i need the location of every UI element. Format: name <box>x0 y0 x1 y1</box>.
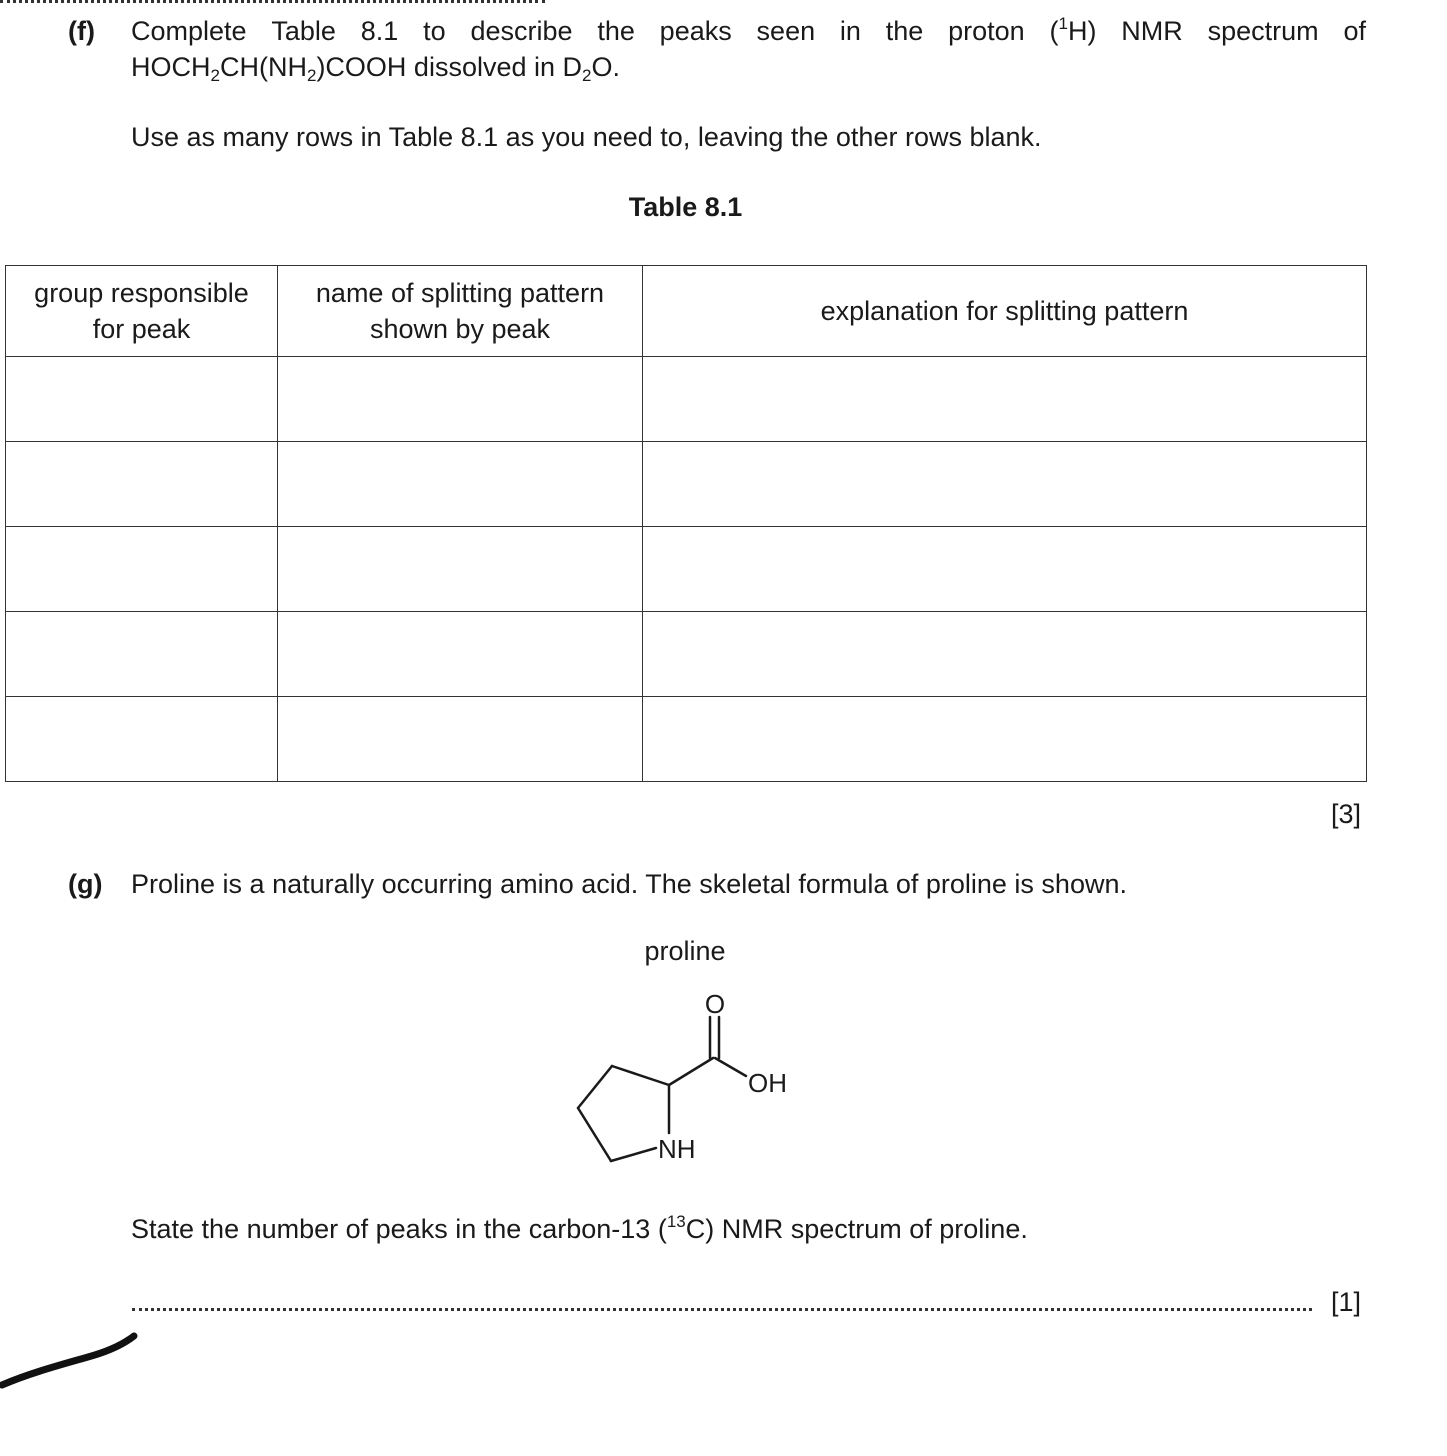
ring-bond <box>611 1148 656 1161</box>
ring-bond <box>578 1066 612 1108</box>
word: NMR <box>1121 16 1183 46</box>
answer-cell[interactable] <box>643 442 1367 527</box>
word: Table <box>271 16 336 46</box>
nh-label: NH <box>658 1134 696 1164</box>
answer-cell[interactable] <box>278 612 643 697</box>
part-g-label: (g) <box>68 869 103 899</box>
structure-title: proline <box>644 936 726 966</box>
proton-nucleus: ($^1$H) <box>1049 14 1097 46</box>
answer-cell[interactable] <box>643 527 1367 612</box>
word: describe <box>470 16 573 46</box>
word: seen <box>756 16 816 46</box>
table-row <box>6 442 1367 527</box>
hydroxyl-label: OH <box>748 1068 787 1098</box>
c-oh-bond <box>715 1058 746 1076</box>
word: in <box>839 16 861 46</box>
header-group-responsible: group responsible for peak <box>6 266 278 357</box>
ring-bond <box>578 1108 611 1161</box>
oxygen-label: O <box>704 989 726 1019</box>
table-row <box>6 527 1367 612</box>
answer-cell[interactable] <box>643 612 1367 697</box>
table-row <box>6 612 1367 697</box>
word: proton <box>948 16 1025 46</box>
part-g-question: State the number of peaks in the carbon-13 ($^{13}$C) NMR spectrum of proline. <box>131 1212 1028 1244</box>
c-c-bond <box>669 1058 713 1085</box>
top-page-edge-dots <box>0 0 545 6</box>
ring-bond <box>612 1066 669 1085</box>
answer-cell[interactable] <box>6 442 278 527</box>
word: Complete <box>131 16 247 46</box>
word: the <box>885 16 924 46</box>
answer-cell[interactable] <box>643 697 1367 782</box>
table-caption: Table 8.1 <box>628 192 743 222</box>
table-header-row <box>6 266 1367 357</box>
table-row <box>6 357 1367 442</box>
part-f-marks: [3] <box>1331 799 1362 829</box>
pen-stroke-mark <box>0 1325 150 1395</box>
word: peaks <box>659 16 732 46</box>
part-f-label: (f) <box>68 16 95 46</box>
header-splitting-pattern-name: name of splitting pattern shown by peak <box>278 266 643 357</box>
proline-skeletal-formula <box>560 985 820 1175</box>
table-row <box>6 697 1367 782</box>
word: spectrum <box>1207 16 1319 46</box>
word: the <box>597 16 635 46</box>
answer-cell[interactable] <box>6 697 278 782</box>
answer-cell[interactable] <box>278 357 643 442</box>
answer-line[interactable] <box>132 1308 1312 1311</box>
instruction-text: Use as many rows in Table 8.1 as you need to, leaving the other rows blank. <box>131 122 1042 152</box>
word: to <box>423 16 446 46</box>
part-g-intro: Proline is a naturally occurring amino acid. The skeletal formula of proline is shown. <box>131 869 1127 899</box>
answer-cell[interactable] <box>278 697 643 782</box>
answer-cell[interactable] <box>6 357 278 442</box>
header-splitting-explanation: explanation for splitting pattern <box>643 266 1367 357</box>
part-f-question-line1 <box>131 13 1366 49</box>
answer-cell[interactable] <box>278 442 643 527</box>
word: of <box>1343 16 1366 46</box>
answer-cell[interactable] <box>6 612 278 697</box>
nmr-table <box>5 265 1367 782</box>
answer-cell[interactable] <box>278 527 643 612</box>
formula-line: $HOCH_2CH(NH_2)COOH$ dissolved in $D_2O$. <box>131 52 620 85</box>
answer-cell[interactable] <box>643 357 1367 442</box>
answer-cell[interactable] <box>6 527 278 612</box>
word: 8.1 <box>360 16 399 46</box>
part-g-marks: [1] <box>1331 1287 1362 1317</box>
